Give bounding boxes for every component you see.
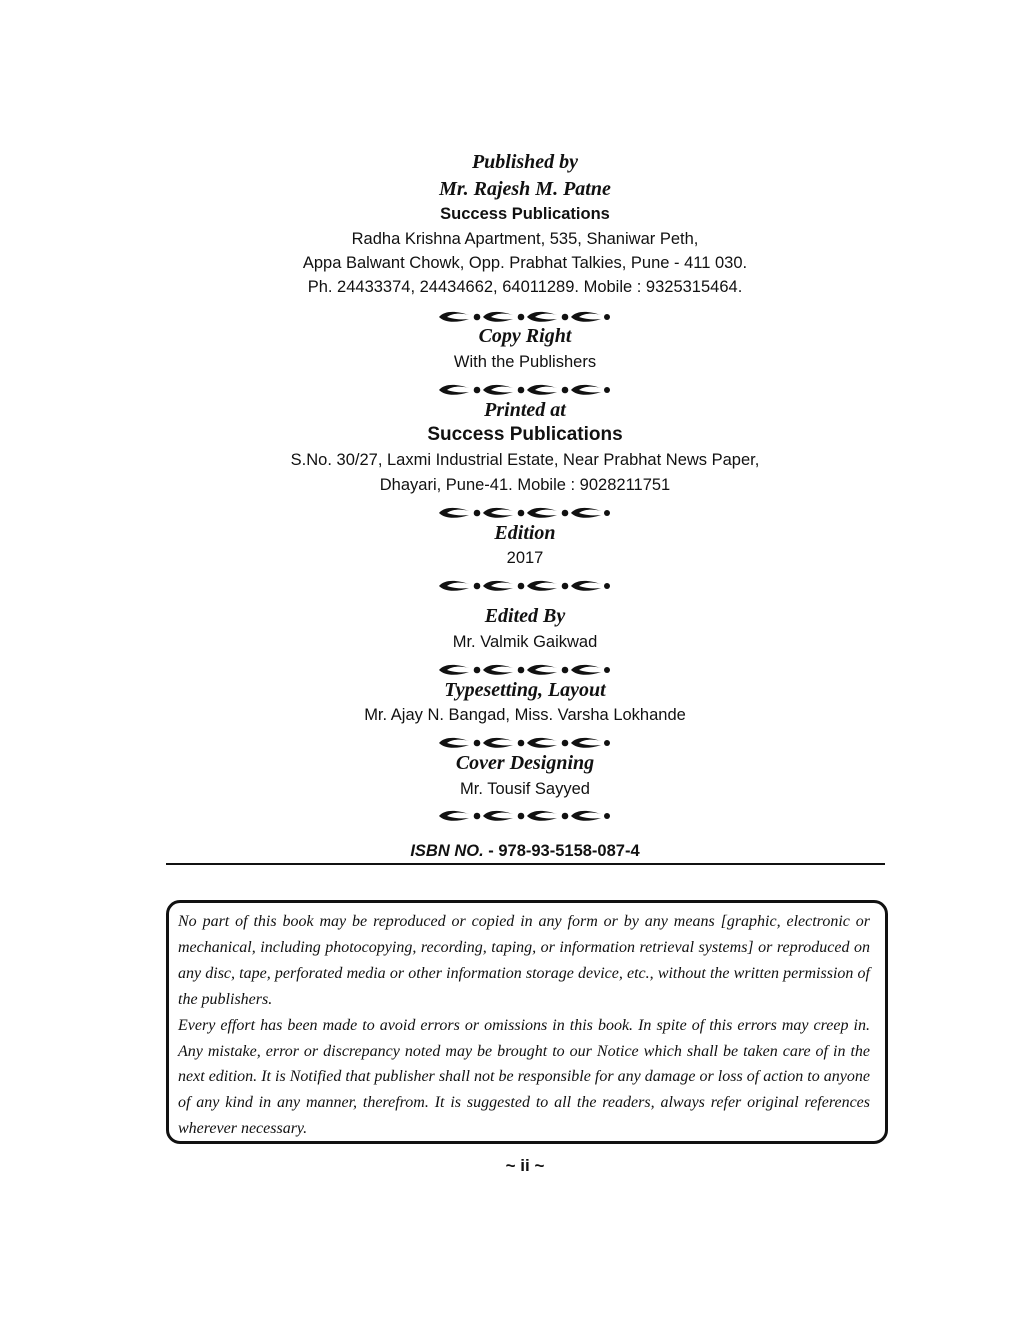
disclaimer-box [166, 900, 888, 1144]
published-by-heading: Published by [471, 151, 579, 173]
printer-address-line2: Dhayari, Pune-41. Mobile : 9028211751 [379, 476, 671, 494]
cover-designer-name: Mr. Tousif Sayyed [460, 780, 590, 798]
ornament-divider [437, 662, 615, 678]
ornament-divider [437, 735, 615, 751]
ornament-divider [437, 382, 615, 398]
edition-year: 2017 [506, 549, 544, 567]
publisher-company: Success Publications [440, 205, 610, 223]
ornament-divider [437, 808, 615, 824]
typesetting-names: Mr. Ajay N. Bangad, Miss. Varsha Lokhande [364, 706, 686, 724]
isbn-separator: - [483, 842, 499, 860]
ornament-divider [437, 578, 615, 594]
page-number: ~ ii ~ [505, 1156, 545, 1175]
publisher-name: Mr. Rajesh M. Patne [439, 178, 611, 200]
disclaimer-paragraph-1: No part of this book may be reproduced or copied in any form or by any means [graphic, electronic or mechanical, including photocopying, recording, taping, or information retrieval systems] or reproduced on any disc, tape, perforated media or other information storage device, etc., without the written permission of the publishers. [178, 913, 870, 1008]
edited-by-heading: Edited By [484, 605, 566, 627]
printer-address-line1: S.No. 30/27, Laxmi Industrial Estate, Near Prabhat News Paper, [290, 451, 760, 469]
cover-heading: Cover Designing [455, 752, 595, 774]
editor-name: Mr. Valmik Gaikwad [452, 633, 598, 651]
printed-at-heading: Printed at [484, 399, 566, 421]
ornament-divider [437, 505, 615, 521]
disclaimer-paragraph-2: Every effort has been made to avoid errors or omissions in this book. In spite of this errors may creep in. Any mistake, error or discrepancy noted may be brought to our Notice which shall be taken care of in the next edition. It is Notified that publisher shall not be responsible for any damage or loss of action to anyone of any kind in any manner, therefrom. It is suggested to all the readers, always refer original references wherever necessary. [178, 1016, 870, 1138]
printer-company: Success Publications [427, 424, 623, 445]
isbn-number: 978-93-5158-087-4 [498, 842, 640, 860]
isbn-label: ISBN NO. [410, 842, 484, 860]
isbn-line [0, 840, 1020, 862]
publisher-phone: Ph. 24433374, 24434662, 64011289. Mobile : 9325315464. [307, 278, 743, 296]
typesetting-heading: Typesetting, Layout [444, 679, 606, 701]
publisher-address-line2: Appa Balwant Chowk, Opp. Prabhat Talkies, Pune - 411 030. [302, 254, 748, 272]
copyright-heading: Copy Right [478, 325, 572, 347]
publisher-address-line1: Radha Krishna Apartment, 535, Shaniwar Peth, [351, 230, 699, 248]
copyright-text: With the Publishers [453, 353, 597, 371]
edition-heading: Edition [494, 522, 556, 544]
isbn-rule [166, 863, 885, 865]
